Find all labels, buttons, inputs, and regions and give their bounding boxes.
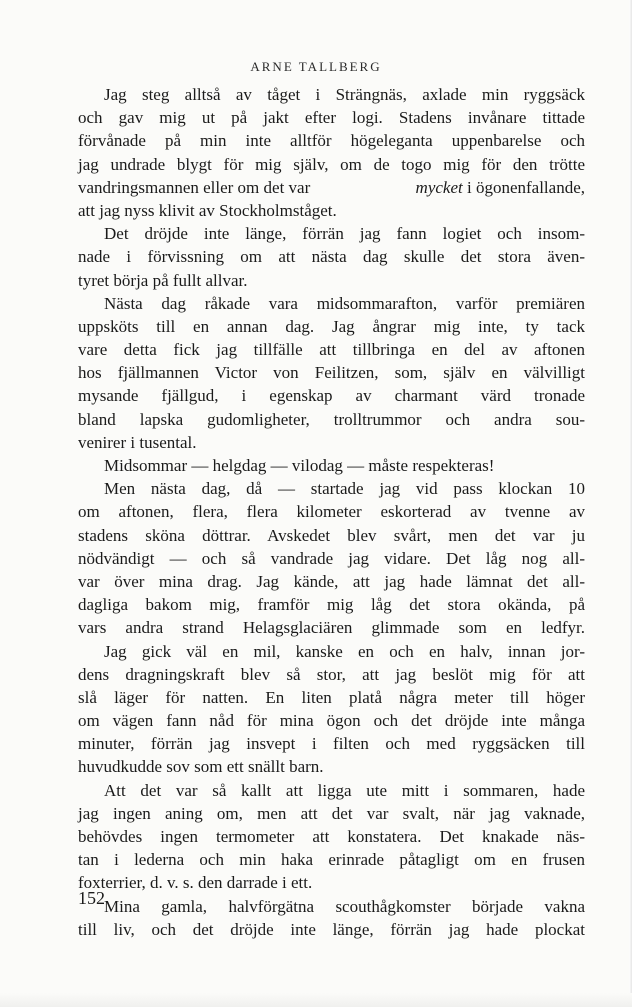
text-segment: vandringsmannen eller om det var xyxy=(78,177,311,197)
text-line: tyret börja på fullt allvar. xyxy=(78,270,248,290)
text-line: Midsommar — helgdag — vilodag — måste respekteras! xyxy=(104,456,495,475)
paragraph-2 xyxy=(78,222,585,292)
text-line: jag ingen aning om, men att det var svalt, när jag vaknade, xyxy=(78,803,585,823)
italic-word: mycket xyxy=(415,177,463,197)
running-header: ARNE TALLBERG xyxy=(250,59,382,74)
text-line: tan i lederna och min haka erinrade påtagligt om en frusen xyxy=(78,850,585,870)
text-line: venirer i tusental. xyxy=(78,432,197,452)
paragraph-7 xyxy=(78,779,585,895)
body-text xyxy=(78,83,585,941)
text-line: vars andra strand Helagsglaciären glimmade som en ledfyr. xyxy=(78,618,585,638)
scan-shadow xyxy=(0,993,632,1007)
page-number: 152 xyxy=(78,888,105,908)
text-line: förvånade på min inte alltför högeleganta uppenbarelse och xyxy=(78,131,585,151)
text-line: Jag gick väl en mil, kanske en och en halv, innan jor- xyxy=(104,641,585,661)
paragraph-5 xyxy=(78,477,585,639)
text-line: stadens sköna döttrar. Avskedet blev svårt, men det var ju xyxy=(78,525,585,545)
paragraph-4 xyxy=(78,454,585,477)
text-line: att jag nyss klivit av Stockholmståget. xyxy=(78,200,337,220)
text-line: uppsköts till en annan dag. Jag ångrar mig inte, ty tack xyxy=(78,316,585,336)
text-line: och gav mig ut på jakt efter logi. Stadens invånare tittade xyxy=(78,108,585,128)
text-line: var över mina drag. Jag kände, att jag hade lämnat det all- xyxy=(78,571,585,591)
text-line: Men nästa dag, då — startade jag vid pass klockan 10 xyxy=(104,479,585,499)
text-line: minuter, förrän jag insvept i filten och med ryggsäcken till xyxy=(78,734,585,754)
text-line: Mina gamla, halvförgätna scouthågkomster började vakna xyxy=(104,896,585,916)
text-line: slå läger för natten. En liten platå några meter till höger xyxy=(78,687,585,707)
paragraph-8 xyxy=(78,895,585,941)
paragraph-6 xyxy=(78,640,585,779)
text-line: dagliga bakom mig, framför mig låg det stora okända, på xyxy=(78,595,585,615)
paragraph-3 xyxy=(78,292,585,454)
text-line: Nästa dag råkade vara midsommarafton, varför premiären xyxy=(104,293,585,313)
text-line: jag undrade blygt för mig själv, om de togo mig för den trötte xyxy=(78,154,585,174)
text-line: Jag steg alltså av tåget i Strängnäs, axlade min ryggsäck xyxy=(104,85,585,104)
text-line: behövdes ingen termometer att konstatera. Det knakade näs- xyxy=(78,827,585,846)
text-segment xyxy=(416,176,585,199)
text-line: dens dragningskraft blev så stor, att jag beslöt mig för att xyxy=(78,664,585,684)
text-segment: i ögonenfallande, xyxy=(466,177,585,197)
text-line: Det dröjde inte länge, förrän jag fann logiet och insom- xyxy=(104,224,585,244)
text-line: mysande fjällgud, i egenskap av charmant värd tronade xyxy=(78,386,585,406)
text-line-with-italic xyxy=(78,176,585,199)
text-line: hos fjällmannen Victor von Feilitzen, som, själv en välvilligt xyxy=(78,363,585,383)
text-line: nödvändigt — och så vandrade jag vidare. Det låg nog all- xyxy=(78,548,585,568)
paragraph-1 xyxy=(78,83,585,222)
text-line: om aftonen, flera, flera kilometer eskorterad av tvenne av xyxy=(78,502,585,522)
text-line: nade i förvissning om att nästa dag skulle det stora även- xyxy=(78,247,585,267)
text-line: vare detta fick jag tillfälle att tillbringa en del av aftonen xyxy=(78,340,585,360)
text-line: till liv, och det dröjde inte länge, förrän jag hade plockat xyxy=(78,919,585,939)
text-line: huvudkudde sov som ett snällt barn. xyxy=(78,757,324,777)
text-line: om vägen fann nåd för mina ögon och det dröjde inte många xyxy=(78,711,585,731)
text-line: foxterrier, d. v. s. den darrade i ett. xyxy=(78,873,313,893)
text-line: Att det var så kallt att ligga ute mitt i sommaren, hade xyxy=(104,780,585,800)
text-line: bland lapska gudomligheter, trolltrummor och andra sou- xyxy=(78,409,585,429)
